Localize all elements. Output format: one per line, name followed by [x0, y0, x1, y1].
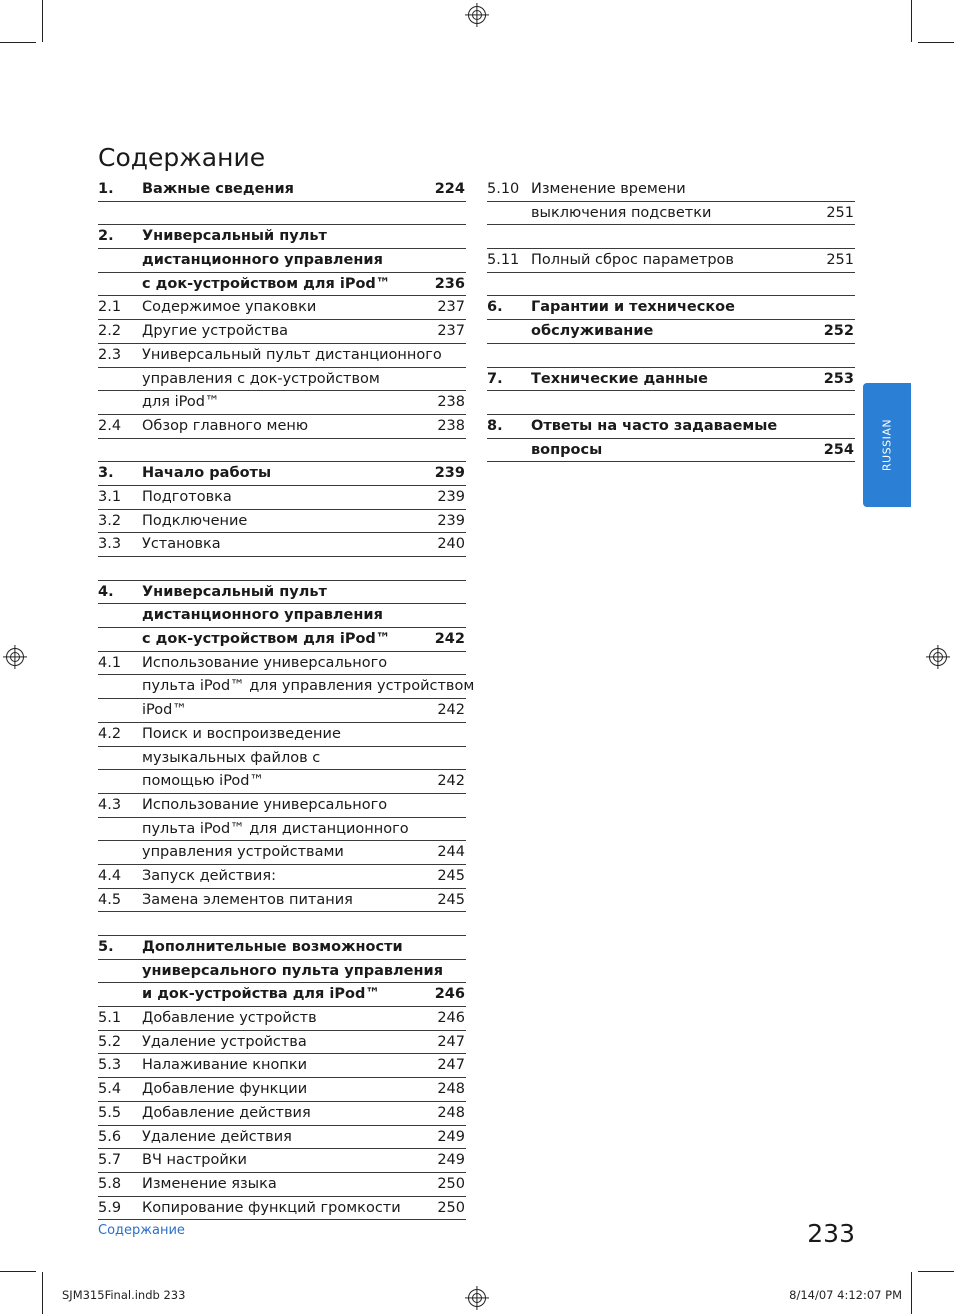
toc-row-title: с док-устройством для iPod™	[142, 275, 391, 292]
toc-row-number: 2.3	[98, 346, 122, 363]
toc-row-title: Удаление устройства	[142, 1033, 307, 1050]
toc-row	[487, 178, 855, 202]
toc-row-number: 2.1	[98, 299, 122, 316]
toc-row	[98, 557, 466, 581]
crop-mark	[911, 0, 912, 42]
toc-row	[98, 462, 466, 486]
toc-row-page: 238	[437, 417, 465, 434]
toc-row-number: 5.2	[98, 1033, 122, 1050]
toc-row	[98, 581, 466, 605]
toc-row-title: с док-устройством для iPod™	[142, 631, 391, 648]
toc-row	[487, 202, 855, 226]
toc-row-number: 5.9	[98, 1199, 122, 1216]
toc-row-page: 246	[434, 986, 465, 1003]
language-tab	[863, 383, 911, 507]
toc-row	[98, 1007, 466, 1031]
toc-row-number: 3.2	[98, 512, 122, 529]
toc-row-page: 237	[437, 299, 465, 316]
toc-row-number: 3.1	[98, 488, 122, 505]
toc-row	[98, 699, 466, 723]
page-number: 233	[807, 1219, 855, 1248]
toc-row-page: 246	[437, 1010, 465, 1027]
toc-row-page: 242	[437, 702, 465, 719]
toc-row-page: 239	[434, 465, 465, 482]
toc-row	[98, 202, 466, 226]
toc-row-number: 5.7	[98, 1152, 122, 1169]
toc-row-title: Обзор главного меню	[142, 417, 309, 434]
toc-row	[98, 747, 466, 771]
toc-row-page: 251	[826, 252, 854, 269]
toc-row-title: iPod™	[142, 702, 187, 719]
toc-row-title: Другие устройства	[142, 323, 289, 340]
toc-row	[98, 1054, 466, 1078]
toc-row-title: ВЧ настройки	[142, 1152, 247, 1169]
toc-row-number: 4.3	[98, 796, 122, 813]
toc-row	[98, 249, 466, 273]
toc-row-number: 5.11	[487, 252, 520, 269]
toc-row	[98, 1173, 466, 1197]
toc-row-page: 224	[434, 181, 465, 197]
page-title: Содержание	[98, 142, 266, 172]
toc-row-page: 240	[437, 536, 465, 553]
toc-row	[98, 865, 466, 889]
toc-left-column	[98, 178, 475, 1220]
toc-row-number: 4.	[98, 583, 114, 600]
toc-row-title: Полный сброс параметров	[531, 252, 734, 269]
toc-row-number: 4.1	[98, 654, 122, 671]
toc-row-title: Универсальный пульт	[142, 583, 327, 600]
toc-row-title: обслуживание	[531, 323, 654, 340]
toc-row-title: Использование универсального	[142, 796, 388, 813]
toc-row-number: 2.2	[98, 323, 122, 340]
toc-row	[98, 628, 466, 652]
toc-row-number: 5.8	[98, 1175, 122, 1192]
toc-row-page: 237	[437, 323, 465, 340]
toc-row-number: 5.10	[487, 181, 520, 197]
toc-row-title: Гарантии и техническое	[531, 299, 735, 316]
toc-row	[98, 675, 475, 699]
crop-mark	[918, 42, 954, 43]
registration-mark-icon	[468, 1289, 486, 1307]
toc-row-page: 236	[434, 275, 465, 292]
toc-row-number: 2.	[98, 228, 114, 245]
toc-row-page: 254	[823, 441, 854, 458]
toc-row	[98, 723, 466, 747]
toc-row	[98, 1149, 466, 1173]
toc-row	[98, 1031, 466, 1055]
toc-row	[487, 344, 855, 368]
toc-row	[98, 983, 466, 1007]
toc-row-page: 248	[437, 1104, 465, 1121]
toc-row-page: 245	[437, 891, 465, 908]
language-tab-label: RUSSIAN	[880, 418, 894, 472]
toc-row	[98, 486, 466, 510]
toc-row-page: 239	[437, 488, 465, 505]
toc-row-page: 244	[437, 844, 465, 861]
toc-row	[98, 794, 466, 818]
toc-row-page: 249	[437, 1128, 465, 1145]
toc-row-title: Запуск действия:	[142, 867, 276, 884]
toc-row-title: Дополнительные возможности	[142, 939, 403, 955]
toc-row-page: 242	[434, 631, 465, 648]
toc-row	[98, 652, 466, 676]
toc-row-title: Универсальный пульт дистанционного	[142, 346, 442, 363]
toc-row-page: 247	[437, 1033, 465, 1050]
toc-row-page: 252	[823, 323, 854, 340]
toc-row	[98, 225, 466, 249]
toc-row-title: Подключение	[142, 512, 248, 529]
registration-mark-icon	[929, 648, 947, 666]
toc-row-number: 4.2	[98, 725, 122, 742]
toc-row-number: 5.6	[98, 1128, 122, 1145]
toc-row-title: Подготовка	[142, 488, 232, 505]
toc-row	[487, 368, 855, 392]
toc-row-title: Замена элементов питания	[142, 891, 353, 908]
toc-row-title: Установка	[142, 536, 221, 553]
toc-row-title: помощью iPod™	[142, 773, 265, 790]
toc-row-title: Добавление устройств	[142, 1010, 317, 1027]
toc-row-page: 250	[437, 1199, 465, 1216]
toc-row	[98, 439, 466, 463]
registration-mark-icon	[468, 6, 486, 24]
toc-row-page: 245	[437, 867, 465, 884]
toc-right-column	[487, 178, 855, 462]
registration-mark-icon	[6, 648, 24, 666]
toc-row	[98, 320, 466, 344]
crop-mark	[918, 1271, 954, 1272]
toc-row-title: Налаживание кнопки	[142, 1057, 308, 1074]
toc-row-title: Удаление действия	[142, 1128, 292, 1145]
toc-row	[98, 533, 466, 557]
toc-row	[98, 1078, 466, 1102]
toc-row-number: 6.	[487, 299, 503, 316]
toc-row-title: Важные сведения	[142, 181, 294, 197]
toc-row-number: 3.	[98, 465, 114, 482]
toc-row-title: и док-устройства для iPod™	[142, 986, 380, 1003]
toc-row	[98, 960, 466, 984]
toc-row-page: 242	[437, 773, 465, 790]
toc-row-number: 5.4	[98, 1081, 122, 1098]
toc-row-title: Добавление действия	[142, 1104, 311, 1121]
toc-row-page: 247	[437, 1057, 465, 1074]
toc-row-number: 3.3	[98, 536, 122, 553]
toc-row-number: 5.5	[98, 1104, 122, 1121]
toc-row-number: 5.	[98, 939, 114, 955]
print-slug-file: SJM315Final.indb 233	[62, 1288, 186, 1302]
toc-row	[98, 936, 466, 960]
footer-section-label: Содержание	[98, 1223, 185, 1238]
toc-row-title: управления с док-устройством	[142, 370, 380, 387]
toc-row-title: музыкальных файлов с	[142, 749, 321, 766]
toc-row-title: Добавление функции	[142, 1081, 308, 1098]
toc-row	[487, 225, 855, 249]
toc-row-page: 250	[437, 1175, 465, 1192]
toc-row	[98, 296, 466, 320]
toc-row-title: управления устройствами	[142, 844, 344, 861]
toc-row-title: вопросы	[531, 441, 603, 458]
print-slug-date: 8/14/07 4:12:07 PM	[789, 1288, 902, 1302]
crop-mark	[911, 1272, 912, 1314]
toc-row-page: 248	[437, 1081, 465, 1098]
toc-row	[487, 249, 855, 273]
toc-row	[98, 273, 466, 297]
toc-row	[98, 1197, 466, 1221]
toc-row	[98, 841, 466, 865]
toc-row	[98, 415, 466, 439]
toc-row	[487, 296, 855, 320]
toc-row-title: Изменение времени	[531, 181, 686, 197]
toc-row-title: Поиск и воспроизведение	[142, 725, 341, 742]
toc-row	[98, 368, 466, 392]
toc-row	[487, 391, 855, 415]
toc-row-title: выключения подсветки	[531, 204, 712, 221]
toc-row-title: Начало работы	[142, 465, 272, 482]
toc-row	[98, 770, 466, 794]
toc-row-title: дистанционного управления	[142, 607, 383, 624]
toc-row-title: пульта iPod™ для дистанционного	[142, 820, 409, 837]
toc-row-number: 4.4	[98, 867, 122, 884]
toc-row	[487, 320, 855, 344]
crop-mark	[42, 0, 43, 42]
toc-row-number: 1.	[98, 181, 114, 197]
toc-row	[98, 912, 466, 936]
toc-row-title: для iPod™	[142, 394, 220, 411]
toc-row-page: 253	[823, 370, 854, 387]
crop-mark	[0, 42, 36, 43]
toc-row-number: 4.5	[98, 891, 122, 908]
toc-row-title: универсального пульта управления	[142, 962, 444, 979]
toc-row-title: пульта iPod™ для управления устройством	[142, 678, 475, 695]
toc-row-number: 2.4	[98, 417, 122, 434]
toc-row-title: дистанционного управления	[142, 252, 383, 269]
toc-row	[487, 273, 855, 297]
toc-row	[98, 889, 466, 913]
crop-mark	[42, 1272, 43, 1314]
toc-row-page: 251	[826, 204, 854, 221]
toc-row-page: 249	[437, 1152, 465, 1169]
toc-row	[98, 1126, 466, 1150]
toc-row-page: 238	[437, 394, 465, 411]
toc-row-title: Содержимое упаковки	[142, 299, 317, 316]
toc-row	[98, 510, 466, 534]
toc-row-title: Ответы на часто задаваемые	[531, 417, 778, 434]
toc-row-number: 8.	[487, 417, 503, 434]
toc-row	[98, 1102, 466, 1126]
toc-row	[98, 344, 466, 368]
toc-row-number: 7.	[487, 370, 503, 387]
toc-row-title: Изменение языка	[142, 1175, 277, 1192]
toc-row-number: 5.1	[98, 1010, 122, 1027]
toc-row	[98, 178, 466, 202]
toc-row-number: 5.3	[98, 1057, 122, 1074]
toc-row	[98, 391, 466, 415]
toc-row	[98, 604, 466, 628]
crop-mark	[0, 1271, 36, 1272]
toc-row	[487, 439, 855, 463]
toc-row-title: Использование универсального	[142, 654, 388, 671]
toc-row-title: Универсальный пульт	[142, 228, 327, 245]
toc-row	[487, 415, 855, 439]
toc-row-title: Копирование функций громкости	[142, 1199, 401, 1216]
toc-row-title: Технические данные	[531, 370, 709, 387]
toc-row-page: 239	[437, 512, 465, 529]
toc-row	[98, 818, 466, 842]
